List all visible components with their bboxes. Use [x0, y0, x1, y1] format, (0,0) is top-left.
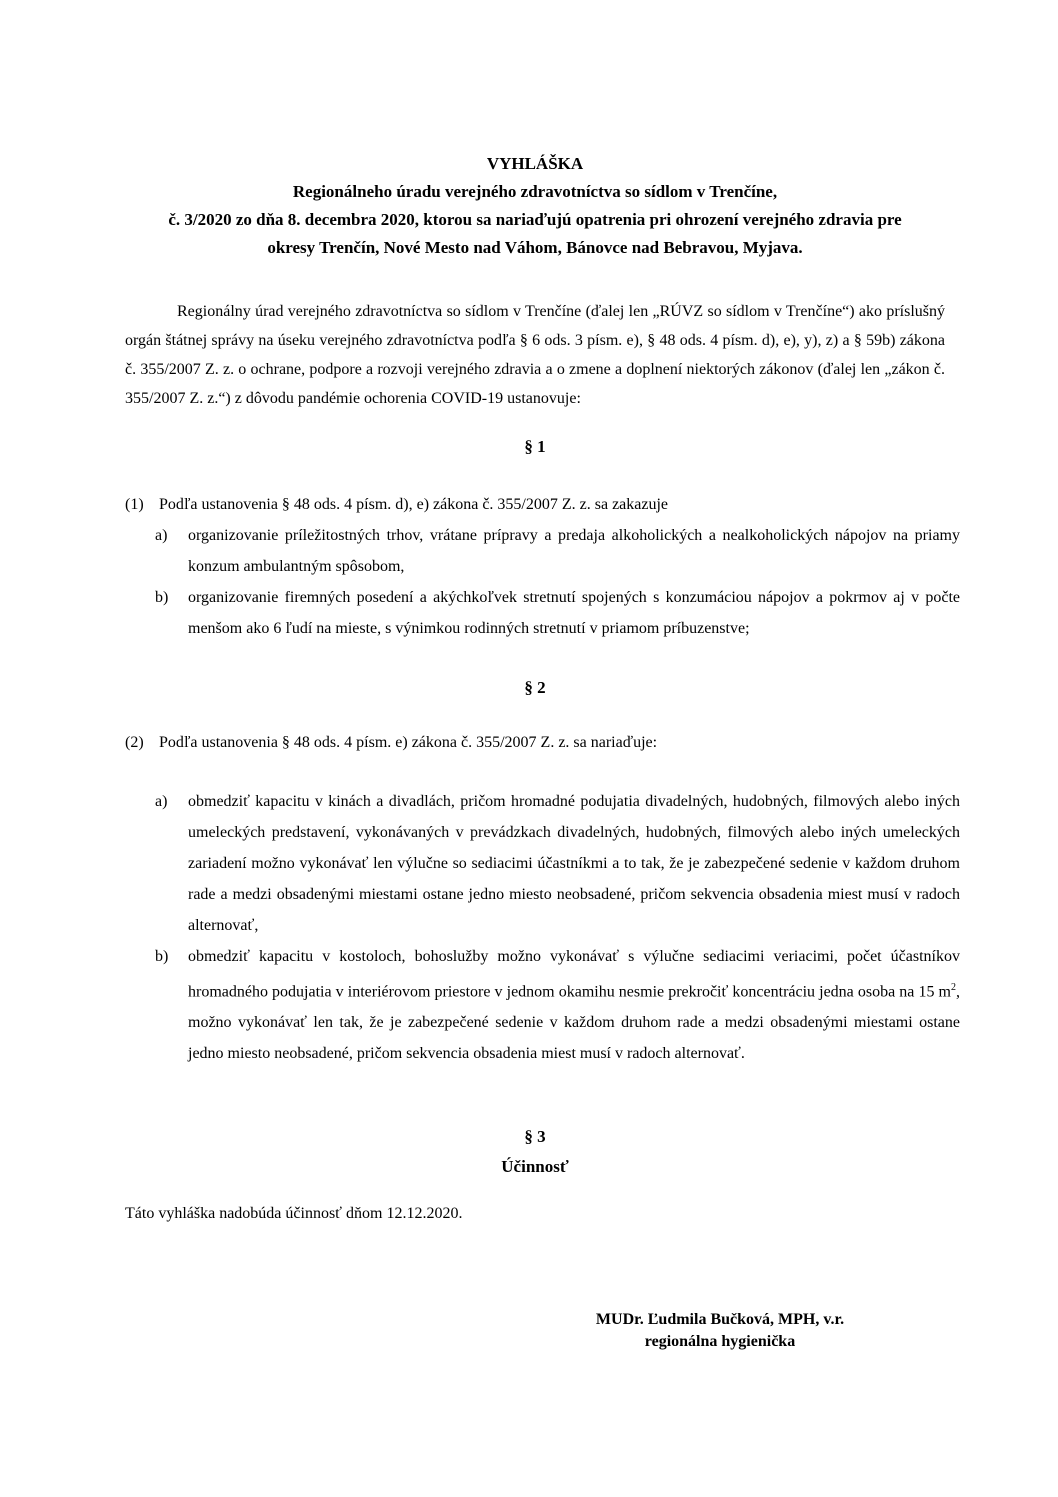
- section-1-intro: [125, 496, 945, 514]
- item-letter: a): [155, 793, 168, 810]
- item-text-start: obmedziť kapacitu v kostoloch, bohoslužby možno vykonávať s výlučne sediacimi veriacimi, počet účastníkov hromadného podujatia v interiérovom priestore v jednom okamihu nesmie prekročiť koncentráciu jedna osoba na 15 m: [188, 948, 960, 1001]
- item-letter: b): [155, 948, 169, 965]
- paragraph-text: Podľa ustanovenia § 48 ods. 4 písm. d), e) zákona č. 355/2007 Z. z. sa zakazuje: [159, 496, 669, 513]
- section-2-item-a: [155, 786, 960, 941]
- item-text: [188, 941, 960, 1069]
- effective-date-text: Táto vyhláška nadobúda účinnosť dňom 12.12.2020.: [125, 1205, 463, 1222]
- section-3-subheading: Účinnosť: [501, 1157, 569, 1176]
- item-letter: b): [155, 589, 169, 606]
- item-text-end: , možno vykonávať len tak, že je zabezpečené sedenie v každom druhom rade a medzi obsadenými miestami ostane jedno miesto neobsadené, pričom sekvencia obsadenia miest musí v radoch alternovať.: [188, 983, 960, 1063]
- intro-paragraph: Regionálny úrad verejného zdravotníctva so sídlom v Trenčíne (ďalej len „RÚVZ so sídlom v Trenčíne“) ako príslušný orgán štátnej správy na úseku verejného zdravotníctva podľa § 6 ods. 3 písm. e), § 48 ods. 4 písm. d), e), y), z) a § 59b) zákona č. 355/2007 Z. z. o ochrane, podpore a rozvoji verejného zdravia a o zmene a doplnení niektorých zákonov (ďalej len „zákon č. 355/2007 Z. z.“) z dôvodu pandémie ochorenia COVID-19 ustanovuje:: [125, 303, 945, 407]
- section-1-heading: § 1: [524, 437, 546, 456]
- item-text: obmedziť kapacitu v kinách a divadlách, pričom hromadné podujatia divadelných, hudobných, filmových alebo iných umeleckých predstavení, vykonávaných v prevádzkach divadelných, hudobných, filmových alebo iných umeleckých zariadení možno vykonávať len výlučne so sediacimi účastníkmi a to tak, že je zabezpečené sedenie v každom druhom rade a medzi obsadenými miestami ostane jedno miesto neobsadené, pričom sekvencia obsadenia miest musí v radoch alternovať,: [188, 793, 960, 934]
- item-text: organizovanie príležitostných trhov, vrátane prípravy a predaja alkoholických a nealkoholických nápojov na priamy konzum ambulantným spôsobom,: [188, 527, 960, 575]
- signatory-role: regionálna hygienička: [644, 1333, 796, 1350]
- section-3-heading: § 3: [524, 1127, 546, 1146]
- section-1-item-a: [155, 520, 960, 582]
- item-letter: a): [155, 527, 168, 544]
- signatory-name: MUDr. Ľudmila Bučková, MPH, v.r.: [595, 1311, 845, 1328]
- section-2-intro: [125, 734, 945, 752]
- signature-block: [560, 1309, 880, 1353]
- paragraph-number: (2): [125, 734, 144, 751]
- section-2-item-b: [155, 941, 960, 1069]
- decree-number-line: č. 3/2020 zo dňa 8. decembra 2020, ktorou sa nariaďujú opatrenia pri ohrození verejného zdravia pre: [168, 210, 902, 229]
- superscript: 2: [951, 982, 956, 993]
- document-title: VYHLÁŠKA: [486, 154, 584, 173]
- section-2-heading: § 2: [524, 678, 546, 697]
- item-text: organizovanie firemných posedení a akýchkoľvek stretnutí spojených s konzumáciou nápojov a pokrmov aj v počte menšom ako 6 ľudí na mieste, s výnimkou rodinných stretnutí v priamom príbuzenstve;: [188, 589, 960, 637]
- paragraph-text: Podľa ustanovenia § 48 ods. 4 písm. e) zákona č. 355/2007 Z. z. sa nariaďuje:: [159, 734, 658, 751]
- issuer-line: Regionálneho úradu verejného zdravotníctva so sídlom v Trenčíne,: [292, 182, 778, 201]
- paragraph-number: (1): [125, 496, 144, 513]
- section-1-item-b: [155, 582, 960, 644]
- districts-line: okresy Trenčín, Nové Mesto nad Váhom, Bánovce nad Bebravou, Myjava.: [267, 238, 803, 257]
